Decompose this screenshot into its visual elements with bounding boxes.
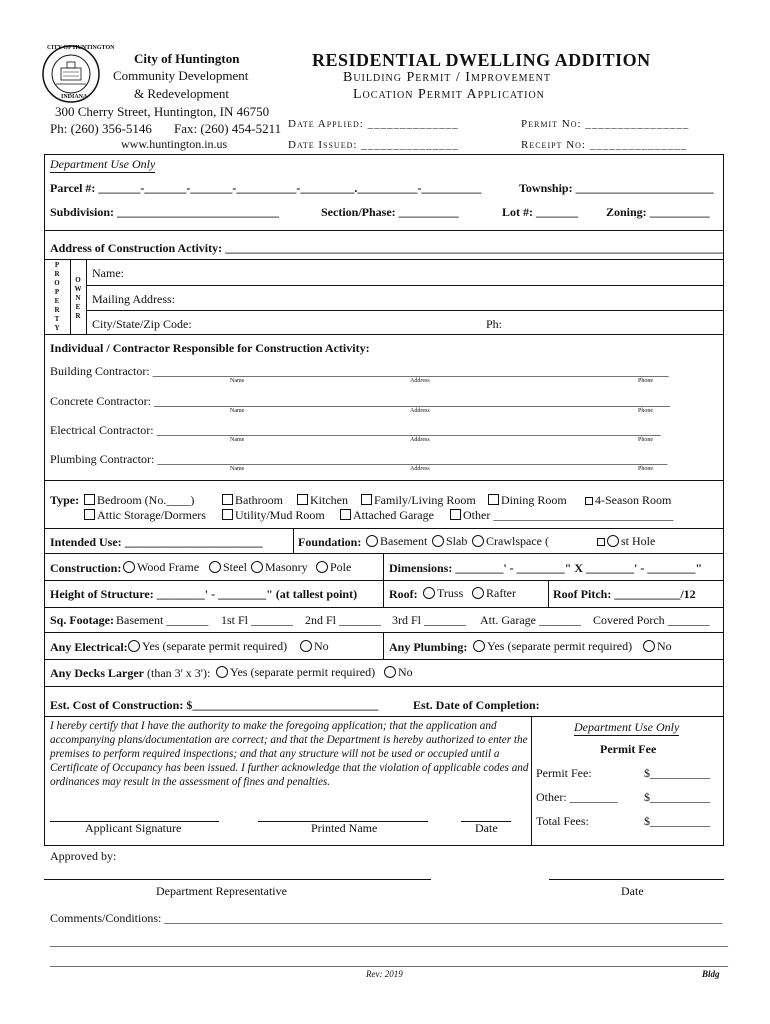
divider	[44, 334, 724, 335]
divider	[548, 580, 549, 607]
dept-line1: Community Development	[113, 68, 249, 83]
approval-date-label: Date	[621, 884, 644, 898]
seal-text-bottom: INDIANA	[61, 94, 88, 100]
sqft-first-field[interactable]: 1st Fl _______	[221, 613, 294, 627]
dimensions-field[interactable]: Dimensions: ________' - ________" X ________' - ________"	[389, 561, 702, 575]
other-fee-field[interactable]: Other: ________	[536, 790, 618, 804]
comments-field[interactable]: Comments/Conditions: _____________________________________________________________________________________________	[50, 911, 723, 925]
permit-fee-field[interactable]: $__________	[644, 766, 710, 780]
checkbox-icon	[450, 509, 461, 520]
sub-name: Name	[230, 437, 245, 443]
sub-address: Address	[410, 437, 430, 443]
divider	[44, 632, 724, 633]
city-seal	[41, 44, 115, 104]
foundation-basement-radio[interactable]: Basement	[366, 534, 427, 549]
comments-line[interactable]: _________________________________________________________________________________________________________________	[50, 934, 728, 948]
department-rep-line[interactable]	[44, 879, 431, 880]
type-garage-checkbox[interactable]: Attached Garage	[340, 508, 434, 523]
checkbox-icon	[297, 494, 308, 505]
fees-dept-use-label: Department Use Only	[574, 720, 680, 734]
concrete-contractor-field[interactable]: Concrete Contractor: ______________________________________________________________________________________	[50, 394, 670, 408]
owner-vertical-label: O W N E R	[74, 276, 82, 320]
form-code: Bldg	[702, 969, 720, 979]
radio-icon	[128, 640, 140, 652]
type-family-checkbox[interactable]: Family/Living Room	[361, 493, 476, 508]
permit-no-field[interactable]: Permit No: ________________	[521, 118, 690, 130]
website: www.huntington.in.us	[121, 137, 228, 151]
plumbing-yes-radio[interactable]: Yes (separate permit required)	[473, 639, 632, 654]
electrical-label: Any Electrical:	[50, 640, 128, 654]
city-name: City of Huntington	[134, 51, 240, 66]
electrical-contractor-field[interactable]: Electrical Contractor: ____________________________________________________________________________________	[50, 423, 661, 437]
dept-line2: & Redevelopment	[134, 86, 229, 101]
divider	[86, 310, 724, 311]
construction-wood-radio[interactable]: Wood Frame	[123, 560, 199, 575]
date-issued-field[interactable]: Date Issued: _______________	[288, 139, 459, 151]
radio-icon	[216, 666, 228, 678]
receipt-no-field[interactable]: Receipt No: _______________	[521, 139, 688, 151]
checkbox-icon	[222, 509, 233, 520]
type-season-checkbox[interactable]: 4-Season Room	[585, 493, 671, 508]
sqft-label: Sq. Footage:	[50, 613, 114, 627]
divider	[383, 553, 384, 580]
radio-icon	[316, 561, 328, 573]
type-utility-checkbox[interactable]: Utility/Mud Room	[222, 508, 325, 523]
divider	[44, 259, 724, 260]
certification-text: I hereby certify that I have the authority to make the foregoing application; that the application and accompanying plans/documentation are correct; and that the Department is hereby authorized to enter the premises to perform required inspections; and that any structure will not be used or occupied until a Certificate of Occupancy has been issued. I further acknowledge that the violation of applicable codes and ordinances may result in the assessment of fines and penalties.	[50, 720, 529, 788]
revision-label: Rev: 2019	[366, 969, 403, 979]
printed-name-label: Printed Name	[311, 821, 378, 835]
seal-text-top: CITY OF HUNTINGTON	[47, 45, 115, 51]
divider	[44, 528, 724, 529]
electrical-no-radio[interactable]: No	[300, 639, 329, 654]
radio-icon	[300, 640, 312, 652]
divider	[44, 686, 724, 687]
type-dining-checkbox[interactable]: Dining Room	[488, 493, 567, 508]
type-other-checkbox[interactable]: Other ______________________________	[450, 508, 673, 523]
divider	[86, 259, 87, 334]
roof-truss-radio[interactable]: Truss	[423, 586, 463, 601]
checkbox-icon	[84, 494, 95, 505]
sub-name: Name	[230, 408, 245, 414]
lot-field[interactable]: Lot #: _______	[502, 205, 578, 219]
comments-line[interactable]: _________________________________________________________________________________________________________________	[50, 954, 728, 968]
radio-icon	[123, 561, 135, 573]
plumbing-no-radio[interactable]: No	[643, 639, 672, 654]
radio-icon	[251, 561, 263, 573]
construction-steel-radio[interactable]: Steel	[209, 560, 247, 575]
radio-icon	[472, 587, 484, 599]
radio-icon	[423, 587, 435, 599]
type-attic-checkbox[interactable]: Attic Storage/Dormers	[84, 508, 206, 523]
address: 300 Cherry Street, Huntington, IN 46750	[55, 104, 270, 119]
foundation-label: Foundation:	[298, 535, 362, 549]
decks-yes-radio[interactable]: Yes (separate permit required)	[216, 665, 375, 680]
sqft-garage-field[interactable]: Att. Garage _______	[480, 613, 581, 627]
parcel-field[interactable]: Parcel #: _______-_______-_______-__________-_________.__________-__________	[50, 181, 482, 195]
radio-icon	[643, 640, 655, 652]
sqft-basement-field[interactable]: Basement _______	[116, 613, 209, 627]
sub-name: Name	[230, 466, 245, 472]
zoning-field[interactable]: Zoning: __________	[606, 205, 710, 219]
checkbox-icon	[361, 494, 372, 505]
type-kitchen-checkbox[interactable]: Kitchen	[297, 493, 348, 508]
section-phase-field[interactable]: Section/Phase: __________	[321, 205, 459, 219]
decks-label: Any Decks Larger (than 3' x 3'):	[50, 666, 211, 680]
sqft-porch-field[interactable]: Covered Porch _______	[593, 613, 710, 627]
divider	[86, 285, 724, 286]
date-label: Date	[475, 821, 498, 835]
sub-phone: Phone	[638, 437, 653, 443]
dept-use-label: Department Use Only	[50, 157, 156, 171]
electrical-yes-radio[interactable]: Yes (separate permit required)	[128, 639, 287, 654]
divider	[44, 580, 724, 581]
checkbox-icon	[597, 538, 605, 546]
sub-phone: Phone	[638, 408, 653, 414]
total-fees-field[interactable]: $__________	[644, 814, 710, 828]
owner-mailing-field[interactable]: Mailing Address:	[92, 292, 175, 306]
divider	[44, 553, 724, 554]
construction-masonry-radio[interactable]: Masonry	[251, 560, 308, 575]
fax: Fax: (260) 454-5211	[174, 121, 282, 136]
sqft-third-field[interactable]: 3rd Fl _______	[392, 613, 467, 627]
divider	[293, 528, 294, 553]
owner-name-field[interactable]: Name:	[92, 266, 124, 280]
intended-use-field[interactable]: Intended Use: _______________________	[50, 535, 263, 549]
decks-no-radio[interactable]: No	[384, 665, 413, 680]
radio-icon	[473, 640, 485, 652]
height-field[interactable]: Height of Structure: ________' - ________" (at tallest point)	[50, 587, 358, 601]
divider	[383, 580, 384, 607]
subdivision-field[interactable]: Subdivision: ___________________________	[50, 205, 280, 219]
sub-phone: Phone	[638, 378, 653, 384]
contractors-heading: Individual / Contractor Responsible for Construction Activity:	[50, 341, 370, 355]
radio-icon	[209, 561, 221, 573]
construction-pole-radio[interactable]: Pole	[316, 560, 351, 575]
foundation-crawl-radio[interactable]: Crawlspace (	[472, 534, 549, 549]
est-cost-field[interactable]: Est. Cost of Construction: $_______________________________	[50, 698, 379, 712]
type-bedroom-checkbox[interactable]: Bedroom (No.____)	[84, 493, 194, 508]
checkbox-icon	[340, 509, 351, 520]
sub-address: Address	[410, 466, 430, 472]
fees-title: Permit Fee	[600, 742, 657, 756]
divider	[44, 230, 724, 231]
divider	[70, 259, 71, 334]
est-date-field[interactable]: Est. Date of Completion:	[413, 698, 540, 712]
total-fees-label: Total Fees:	[536, 814, 589, 828]
other-fee-amount[interactable]: $__________	[644, 790, 710, 804]
divider	[44, 659, 724, 660]
roof-pitch-field[interactable]: Roof Pitch: ___________/12	[553, 587, 696, 601]
radio-icon	[472, 535, 484, 547]
radio-icon	[384, 666, 396, 678]
form-subtitle1: Building Permit / Improvement	[343, 70, 551, 85]
owner-phone-field[interactable]: Ph:	[486, 317, 503, 331]
checkbox-icon	[488, 494, 499, 505]
type-bathroom-checkbox[interactable]: Bathroom	[222, 493, 283, 508]
date-applied-field[interactable]: Date Applied: ______________	[288, 118, 459, 130]
radio-icon	[432, 535, 444, 547]
divider	[531, 716, 532, 846]
checkbox-icon	[585, 497, 593, 505]
building-contractor-field[interactable]: Building Contractor: ______________________________________________________________________________________	[50, 364, 669, 378]
construction-address-field[interactable]: Address of Construction Activity: ___________________________________________________________________________________	[50, 241, 724, 255]
applicant-signature-label: Applicant Signature	[85, 821, 182, 835]
approved-by-label: Approved by:	[50, 849, 117, 863]
property-vertical-label: P R O P E R T Y	[54, 261, 60, 332]
sqft-second-field[interactable]: 2nd Fl _______	[305, 613, 382, 627]
form-title: RESIDENTIAL DWELLING ADDITION	[312, 50, 651, 70]
owner-city-field[interactable]: City/State/Zip Code:	[92, 317, 192, 331]
roof-label: Roof:	[389, 587, 418, 601]
phone: Ph: (260) 356-5146	[50, 121, 152, 136]
radio-icon	[366, 535, 378, 547]
checkbox-icon	[222, 494, 233, 505]
approval-date-line[interactable]	[549, 879, 724, 880]
sub-phone: Phone	[638, 466, 653, 472]
plumbing-label: Any Plumbing:	[389, 640, 468, 654]
form-subtitle2: Location Permit Application	[353, 87, 545, 102]
divider	[44, 480, 724, 481]
foundation-post-radio[interactable]: st Hole	[597, 534, 655, 549]
sub-name: Name	[230, 378, 245, 384]
department-rep-label: Department Representative	[156, 884, 287, 898]
type-label: Type:	[50, 493, 80, 507]
divider	[44, 607, 724, 608]
sub-address: Address	[410, 378, 430, 384]
permit-fee-label: Permit Fee:	[536, 766, 592, 780]
radio-icon	[607, 535, 619, 547]
divider	[44, 716, 724, 717]
roof-rafter-radio[interactable]: Rafter	[472, 586, 516, 601]
sub-address: Address	[410, 408, 430, 414]
construction-label: Construction:	[50, 561, 122, 575]
township-field[interactable]: Township: _______________________	[519, 181, 714, 195]
divider	[383, 632, 384, 659]
checkbox-icon	[84, 509, 95, 520]
plumbing-contractor-field[interactable]: Plumbing Contractor: _____________________________________________________________________________________	[50, 452, 668, 466]
foundation-slab-radio[interactable]: Slab	[432, 534, 467, 549]
